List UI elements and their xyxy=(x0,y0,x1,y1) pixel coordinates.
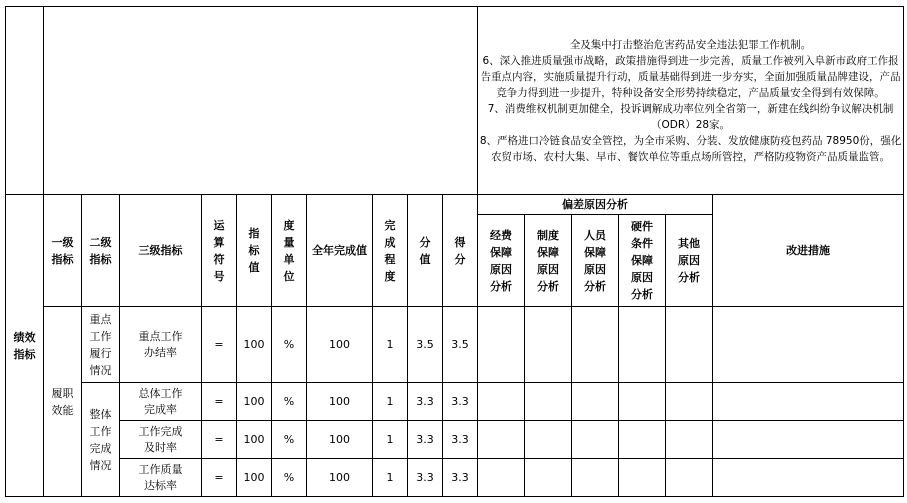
empty-cell xyxy=(525,421,572,459)
level1-header: 一级指标 xyxy=(44,195,82,307)
completion-cell: 1 xyxy=(373,421,408,459)
performance-table xyxy=(5,6,904,497)
score-cell: 3.3 xyxy=(408,459,443,497)
score-cell: 3.5 xyxy=(408,307,443,383)
obtained-header: 得分 xyxy=(443,195,478,307)
level3-cell: 工作完成及时率 xyxy=(120,421,202,459)
operator-cell: = xyxy=(202,459,237,497)
empty-cell xyxy=(478,459,525,497)
empty-cell xyxy=(619,307,666,383)
empty-cell xyxy=(619,421,666,459)
completion-header: 完成程度 xyxy=(373,195,408,307)
operator-cell: = xyxy=(202,307,237,383)
operator-header: 运算符号 xyxy=(202,195,237,307)
table-row xyxy=(6,383,904,421)
annual-cell: 100 xyxy=(307,307,373,383)
score-cell: 3.3 xyxy=(408,383,443,421)
empty-cell xyxy=(572,307,619,383)
operator-cell: = xyxy=(202,421,237,459)
obtained-cell: 3.3 xyxy=(443,383,478,421)
empty-cell xyxy=(666,459,713,497)
blank-cell xyxy=(6,7,44,195)
level1-cell: 履职效能 xyxy=(44,307,82,497)
dev-other-header: 其他原因分析 xyxy=(666,215,713,307)
empty-cell xyxy=(572,383,619,421)
notes-row xyxy=(6,7,904,195)
obtained-cell: 3.3 xyxy=(443,421,478,459)
target-cell: 100 xyxy=(237,383,272,421)
completion-cell: 1 xyxy=(373,383,408,421)
completion-cell: 1 xyxy=(373,307,408,383)
improve-header: 改进措施 xyxy=(713,195,904,307)
level3-cell: 总体工作完成率 xyxy=(120,383,202,421)
level3-cell: 重点工作办结率 xyxy=(120,307,202,383)
annual-header: 全年完成值 xyxy=(307,195,373,307)
unit-cell: % xyxy=(272,421,307,459)
score-header: 分值 xyxy=(408,195,443,307)
level2-header: 二级指标 xyxy=(82,195,120,307)
empty-cell xyxy=(478,383,525,421)
notes-cell xyxy=(478,7,904,195)
note-line: 8、严格进口冷链食品安全管控，为全市采购、分装、发放健康防疫包药品 78950份，强化农贸市场、农村大集、早市、餐饮单位等重点场所管控，严格防疫物资产品质量监管。 xyxy=(479,134,902,163)
annual-cell: 100 xyxy=(307,421,373,459)
empty-cell xyxy=(478,307,525,383)
empty-cell xyxy=(619,383,666,421)
unit-cell: % xyxy=(272,459,307,497)
target-cell: 100 xyxy=(237,421,272,459)
empty-cell xyxy=(572,421,619,459)
empty-cell xyxy=(525,307,572,383)
empty-cell xyxy=(572,459,619,497)
unit-header: 度量单位 xyxy=(272,195,307,307)
dev-staff-header: 人员保障原因分析 xyxy=(572,215,619,307)
empty-cell xyxy=(525,459,572,497)
empty-cell xyxy=(713,307,904,383)
empty-cell xyxy=(619,459,666,497)
operator-cell: = xyxy=(202,383,237,421)
annual-cell: 100 xyxy=(307,459,373,497)
obtained-cell: 3.5 xyxy=(443,307,478,383)
note-line: 7、消费维权机制更加健全，投诉调解成功率位列全省第一，新建在线纠纷争议解决机制（ODR）28家。 xyxy=(487,102,894,131)
empty-cell xyxy=(666,383,713,421)
empty-cell xyxy=(713,383,904,421)
unit-cell: % xyxy=(272,383,307,421)
note-line: 全及集中打击整治危害药品安全违法犯罪工作机制。 xyxy=(569,38,812,51)
deviation-header: 偏差原因分析 xyxy=(478,195,713,215)
empty-cell xyxy=(666,421,713,459)
score-cell: 3.3 xyxy=(408,421,443,459)
level3-header: 三级指标 xyxy=(120,195,202,307)
table-row xyxy=(6,459,904,497)
level2-cell: 整体工作完成情况 xyxy=(82,383,120,497)
obtained-cell: 3.3 xyxy=(443,459,478,497)
empty-cell xyxy=(478,421,525,459)
target-header: 指标值 xyxy=(237,195,272,307)
empty-cell xyxy=(666,307,713,383)
empty-cell xyxy=(713,459,904,497)
header-row xyxy=(6,195,904,215)
target-cell: 100 xyxy=(237,307,272,383)
table-row xyxy=(6,421,904,459)
level2-cell: 重点工作履行情况 xyxy=(82,307,120,383)
target-cell: 100 xyxy=(237,459,272,497)
completion-cell: 1 xyxy=(373,459,408,497)
empty-cell xyxy=(525,383,572,421)
dev-system-header: 制度保障原因分析 xyxy=(525,215,572,307)
annual-cell: 100 xyxy=(307,383,373,421)
blank-cell xyxy=(44,7,478,195)
category-header: 绩效指标 xyxy=(6,195,44,497)
dev-funding-header: 经费保障原因分析 xyxy=(478,215,525,307)
note-line: 6、深入推进质量强市战略，政策措施得到进一步完善，质量工作被列入阜新市政府工作报告重点内容，实施质量提升行动，质量基础得到进一步夯实，全面加强质量品牌建设，产品竞争力得到进一步提升，特种设备安全形势持续稳定，产品质量安全得到有效保障。 xyxy=(480,54,901,99)
level3-cell: 工作质量达标率 xyxy=(120,459,202,497)
dev-hardware-header: 硬件条件保障原因分析 xyxy=(619,215,666,307)
unit-cell: % xyxy=(272,307,307,383)
empty-cell xyxy=(713,421,904,459)
table-row xyxy=(6,307,904,383)
